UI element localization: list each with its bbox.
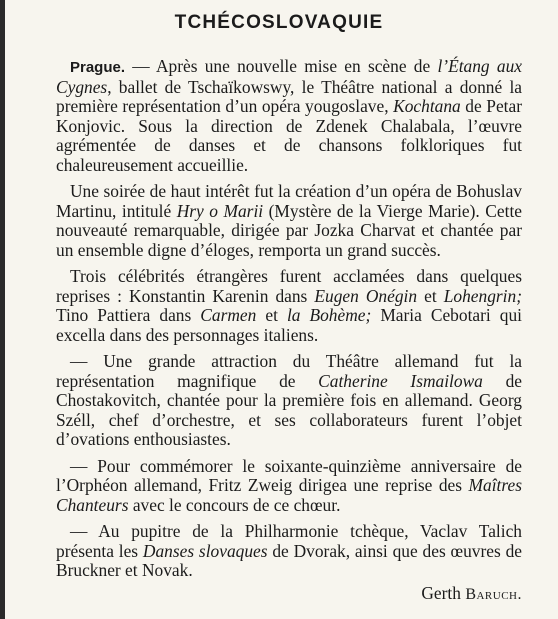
text-run: (Mystère de la Vierge Marie). Cette nouveauté remarquable, dirigée par Jozka Charvat et chantée par un ensemble digne d’éloges, remporta un grand succès. [56,200,522,260]
paragraph-theatre-allemand [56,352,522,450]
paragraph-prague [56,57,522,175]
text-run: de Chostakovitch, chantée pour la première fois en allemand. Georg Széll, chef d’orchestre, et ses collaborateurs furent l’objet d’ovations enthousiastes. [56,370,522,449]
text-run: — Pour commémorer le soixante-quinzième anniversaire de l’Orphéon allemand, Fritz Zweig dirigea une reprise des [56,455,522,495]
text-run: — Une grande attraction du Théâtre allemand fut la représentation magnifique de [56,351,522,391]
text-run: et [256,305,287,325]
text-run: Trois célébrités étrangères furent acclamées dans quelques reprises : Konstantin Karenin dans [56,266,522,306]
text-run: Tino Pattiera dans [56,305,201,325]
text-run: et [417,285,444,306]
text-run: Une soirée de haut intérêt fut la création d’un opéra de Bohuslav Martinu, intitulé [56,181,522,221]
work-title: Kochtana [393,96,461,116]
author-first-name: Gerth [421,583,461,603]
work-title: l’Étang aux Cygnes [56,56,522,97]
article-body [56,57,522,588]
text-run: avec le concours de ce chœur. [128,494,341,515]
text-run: de Petar Konjovic. Sous la direction de Zdenek Chalabala, l’œuvre agrémentée de danses et de chansons folkloriques fut chaleureusement accueillie. [56,96,522,175]
paragraph-celebrities [56,267,522,345]
author-signature [421,583,522,604]
paragraph-philharmonie [56,522,522,581]
work-title: Catherine Ismailowa [318,370,483,391]
work-title: Eugen Onégin [314,285,418,306]
work-title: Maîtres Chanteurs [56,475,522,515]
work-title: Lohengrin; [443,285,522,306]
text-run: de Dvorak, ainsi que des œuvres de Bruckner et Novak. [56,540,522,580]
work-title: Hry o Marii [176,200,264,221]
work-title: Danses slovaques [142,540,268,561]
text-run: — Au pupitre de la Philharmonie tchèque, Vaclav Talich présenta les [56,521,522,561]
text-run: — Après une nouvelle mise en scène de [125,56,438,76]
paragraph-martinu [56,182,522,260]
paragraph-orpheon [56,457,522,516]
work-title: la Bohème; [286,305,372,325]
text-run: , ballet de Tschaïkowswy, le Théâtre national a donné la première représentation d’un opéra yougoslave, [56,76,522,116]
page-edge [0,0,5,619]
city-name: Prague. [70,59,126,76]
author-last-name: Baruch. [465,586,522,603]
text-run: Maria Cebotari qui excella dans des personnages italiens. [56,305,522,345]
work-title: Carmen [200,305,257,325]
article-title: TCHÉCOSLOVAQUIE [174,12,384,33]
